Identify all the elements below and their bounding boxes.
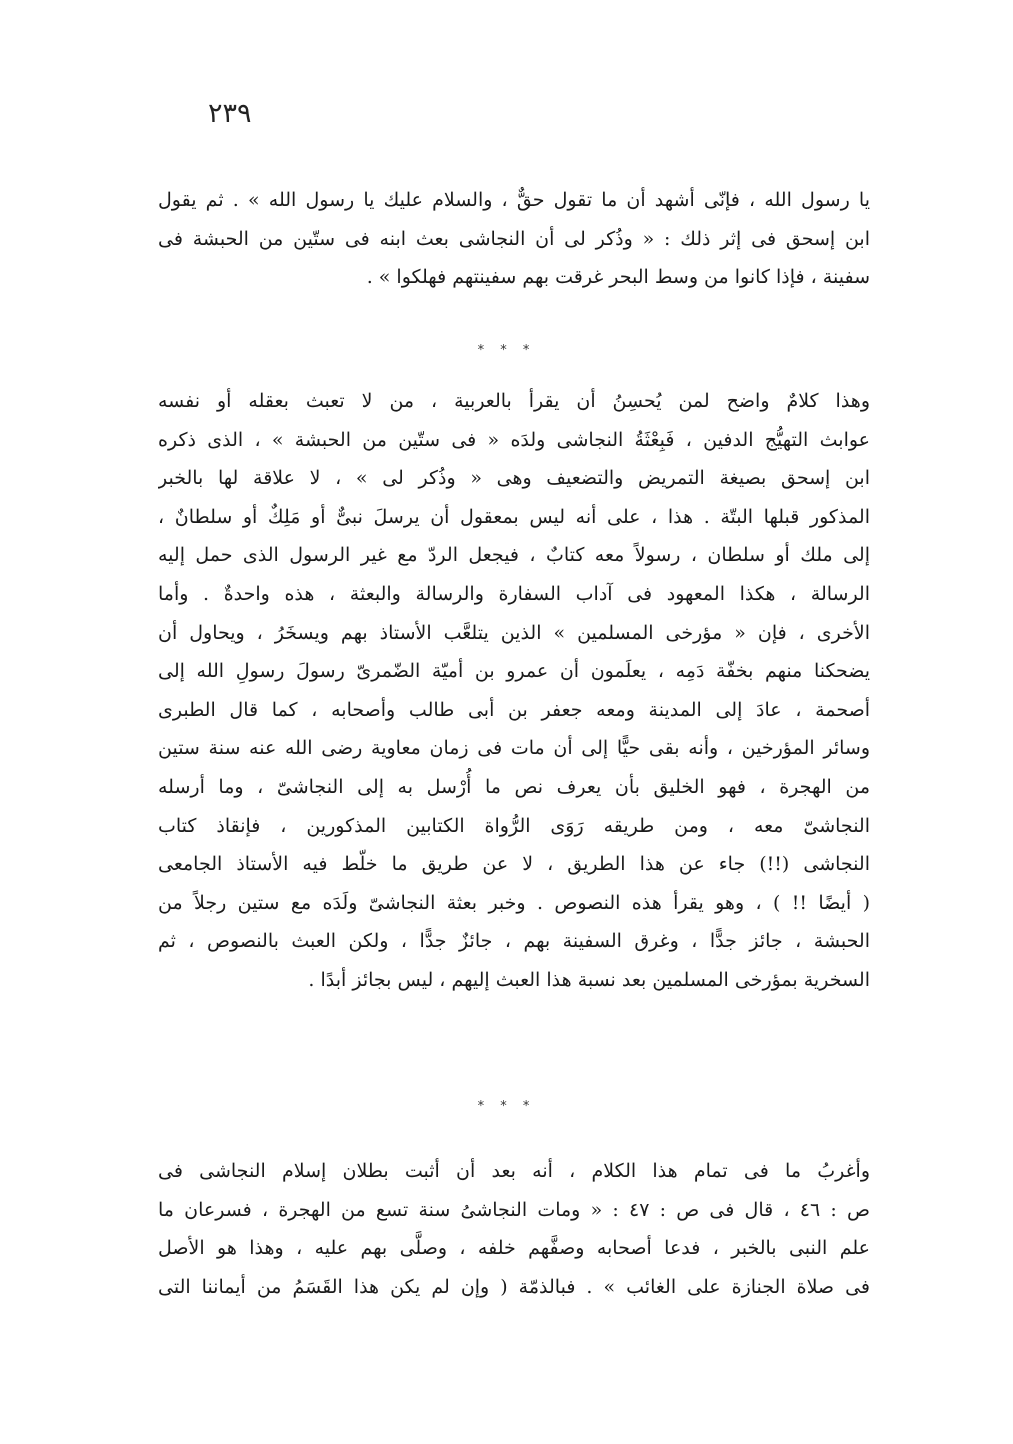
text-line: وهذا كلامٌ واضح لمن يُحسِنُ أن يقرأ بالعربية ، من لا تعبث بعقله أو نفسه xyxy=(158,390,870,412)
text-line: ( أيضًا !! ) ، وهو يقرأ هذه النصوص . وخبر بعثة النجاشىّ ولَدَه مع ستين رجلاً من xyxy=(158,891,870,914)
text-line: من الهجرة ، فهو الخليق بأن يعرف نص ما أُرْسل به إلى النجاشىّ ، وما أرسله xyxy=(158,775,870,798)
paragraph-1 xyxy=(158,181,870,297)
text-line: يا رسول الله ، فإنّى أشهد أن ما تقول حقٌّ ، والسلام عليك يا رسول الله » . ثم يقول xyxy=(158,189,870,211)
page-number: ٢٣٩ xyxy=(208,98,252,129)
text-line: الحبشة ، جائز جدًّا ، وغرق السفينة بهم ، جائزٌ جدًّا ، ولكن العبث بالنصوص ، ثم xyxy=(158,930,870,953)
text-line: النجاشى (!!) جاء عن هذا الطريق ، لا عن طريق ما خلّط فيه الأستاذ الجامعى xyxy=(158,853,870,876)
text-line: إلى ملك أو سلطان ، رسولاً معه كتابٌ ، فيجعل الردّ مع غير الرسول الذى حمل إليه xyxy=(158,544,870,567)
section-separator: * * * xyxy=(477,343,536,358)
paragraph-2 xyxy=(158,382,870,1000)
text-line: سفينة ، فإذا كانوا من وسط البحر غرقت بهم سفينتهم فهلكوا » . xyxy=(366,266,870,289)
text-line: ابن إسحق فى إثر ذلك : « وذُكر لى أن النجاشى بعث ابنه فى ستّين من الحبشة فى xyxy=(158,227,870,250)
text-line: ص : ٤٦ ، قال فى ص : ٤٧ : « ومات النجاشىُ سنة تسع من الهجرة ، فسرعان ما xyxy=(158,1198,870,1221)
text-line: المذكور قبلها البتّة . هذا ، على أنه ليس بمعقول أن يرسلَ نبىٌّ أو مَلِكٌ أو سلطانٌ ، xyxy=(158,505,870,528)
text-line: ابن إسحق بصيغة التمريض والتضعيف وهى « وذُكر لى » ، لا علاقة لها بالخبر xyxy=(158,467,870,490)
section-separator: * * * xyxy=(477,1099,536,1114)
text-line: النجاشىّ معه ، ومن طريقه رَوَى الرُّواة الكتابين المذكورين ، فإنقاذ كتاب xyxy=(158,814,870,837)
text-line: الرسالة ، هكذا المعهود فى آداب السفارة والرسالة والبعثة ، هذه واحدةٌ . وأما xyxy=(158,582,870,605)
text-line: فى صلاة الجنازة على الغائب » . فبالذمّة ( وإن لم يكن هذا القَسَمُ من أيماننا التى xyxy=(158,1275,870,1298)
text-line: وأغربُ ما فى تمام هذا الكلام ، أنه بعد أن أثبت بطلان إسلام النجاشى فى xyxy=(158,1160,870,1182)
text-line: الأخرى ، فإن « مؤرخى المسلمين » الذين يتلعَّب الأستاذ بهم ويسخَرُ ، ويحاول أن xyxy=(158,621,870,644)
text-line: وسائر المؤرخين ، وأنه بقى حيًّا إلى أن مات فى زمان معاوية رضى الله عنه سنة ستين xyxy=(158,737,870,760)
text-line: علم النبى بالخبر ، فدعا أصحابه وصفَّهم خلفه ، وصلَّى بهم عليه ، وهذا هو الأصل xyxy=(158,1237,870,1260)
text-line: يضحكنا منهم بخفّة دَمِه ، يعلَمون أن عمرو بن أميّة الضّمرىّ رسولَ رسولِ الله إلى xyxy=(158,660,870,683)
text-line: عوابث التهيُّج الدفين ، فَبِعْثَةُ النجاشى ولدَه « فى ستّين من الحبشة » ، الذى ذكره xyxy=(158,428,870,451)
text-line: السخرية بمؤرخى المسلمين بعد نسبة هذا العبث إليهم ، ليس بجائز أبدًا . xyxy=(308,968,870,991)
text-line: أصحمة ، عادَ إلى المدينة ومعه جعفر بن أبى طالب وأصحابه ، كما قال الطبرى xyxy=(158,698,870,721)
paragraph-3 xyxy=(158,1152,870,1306)
